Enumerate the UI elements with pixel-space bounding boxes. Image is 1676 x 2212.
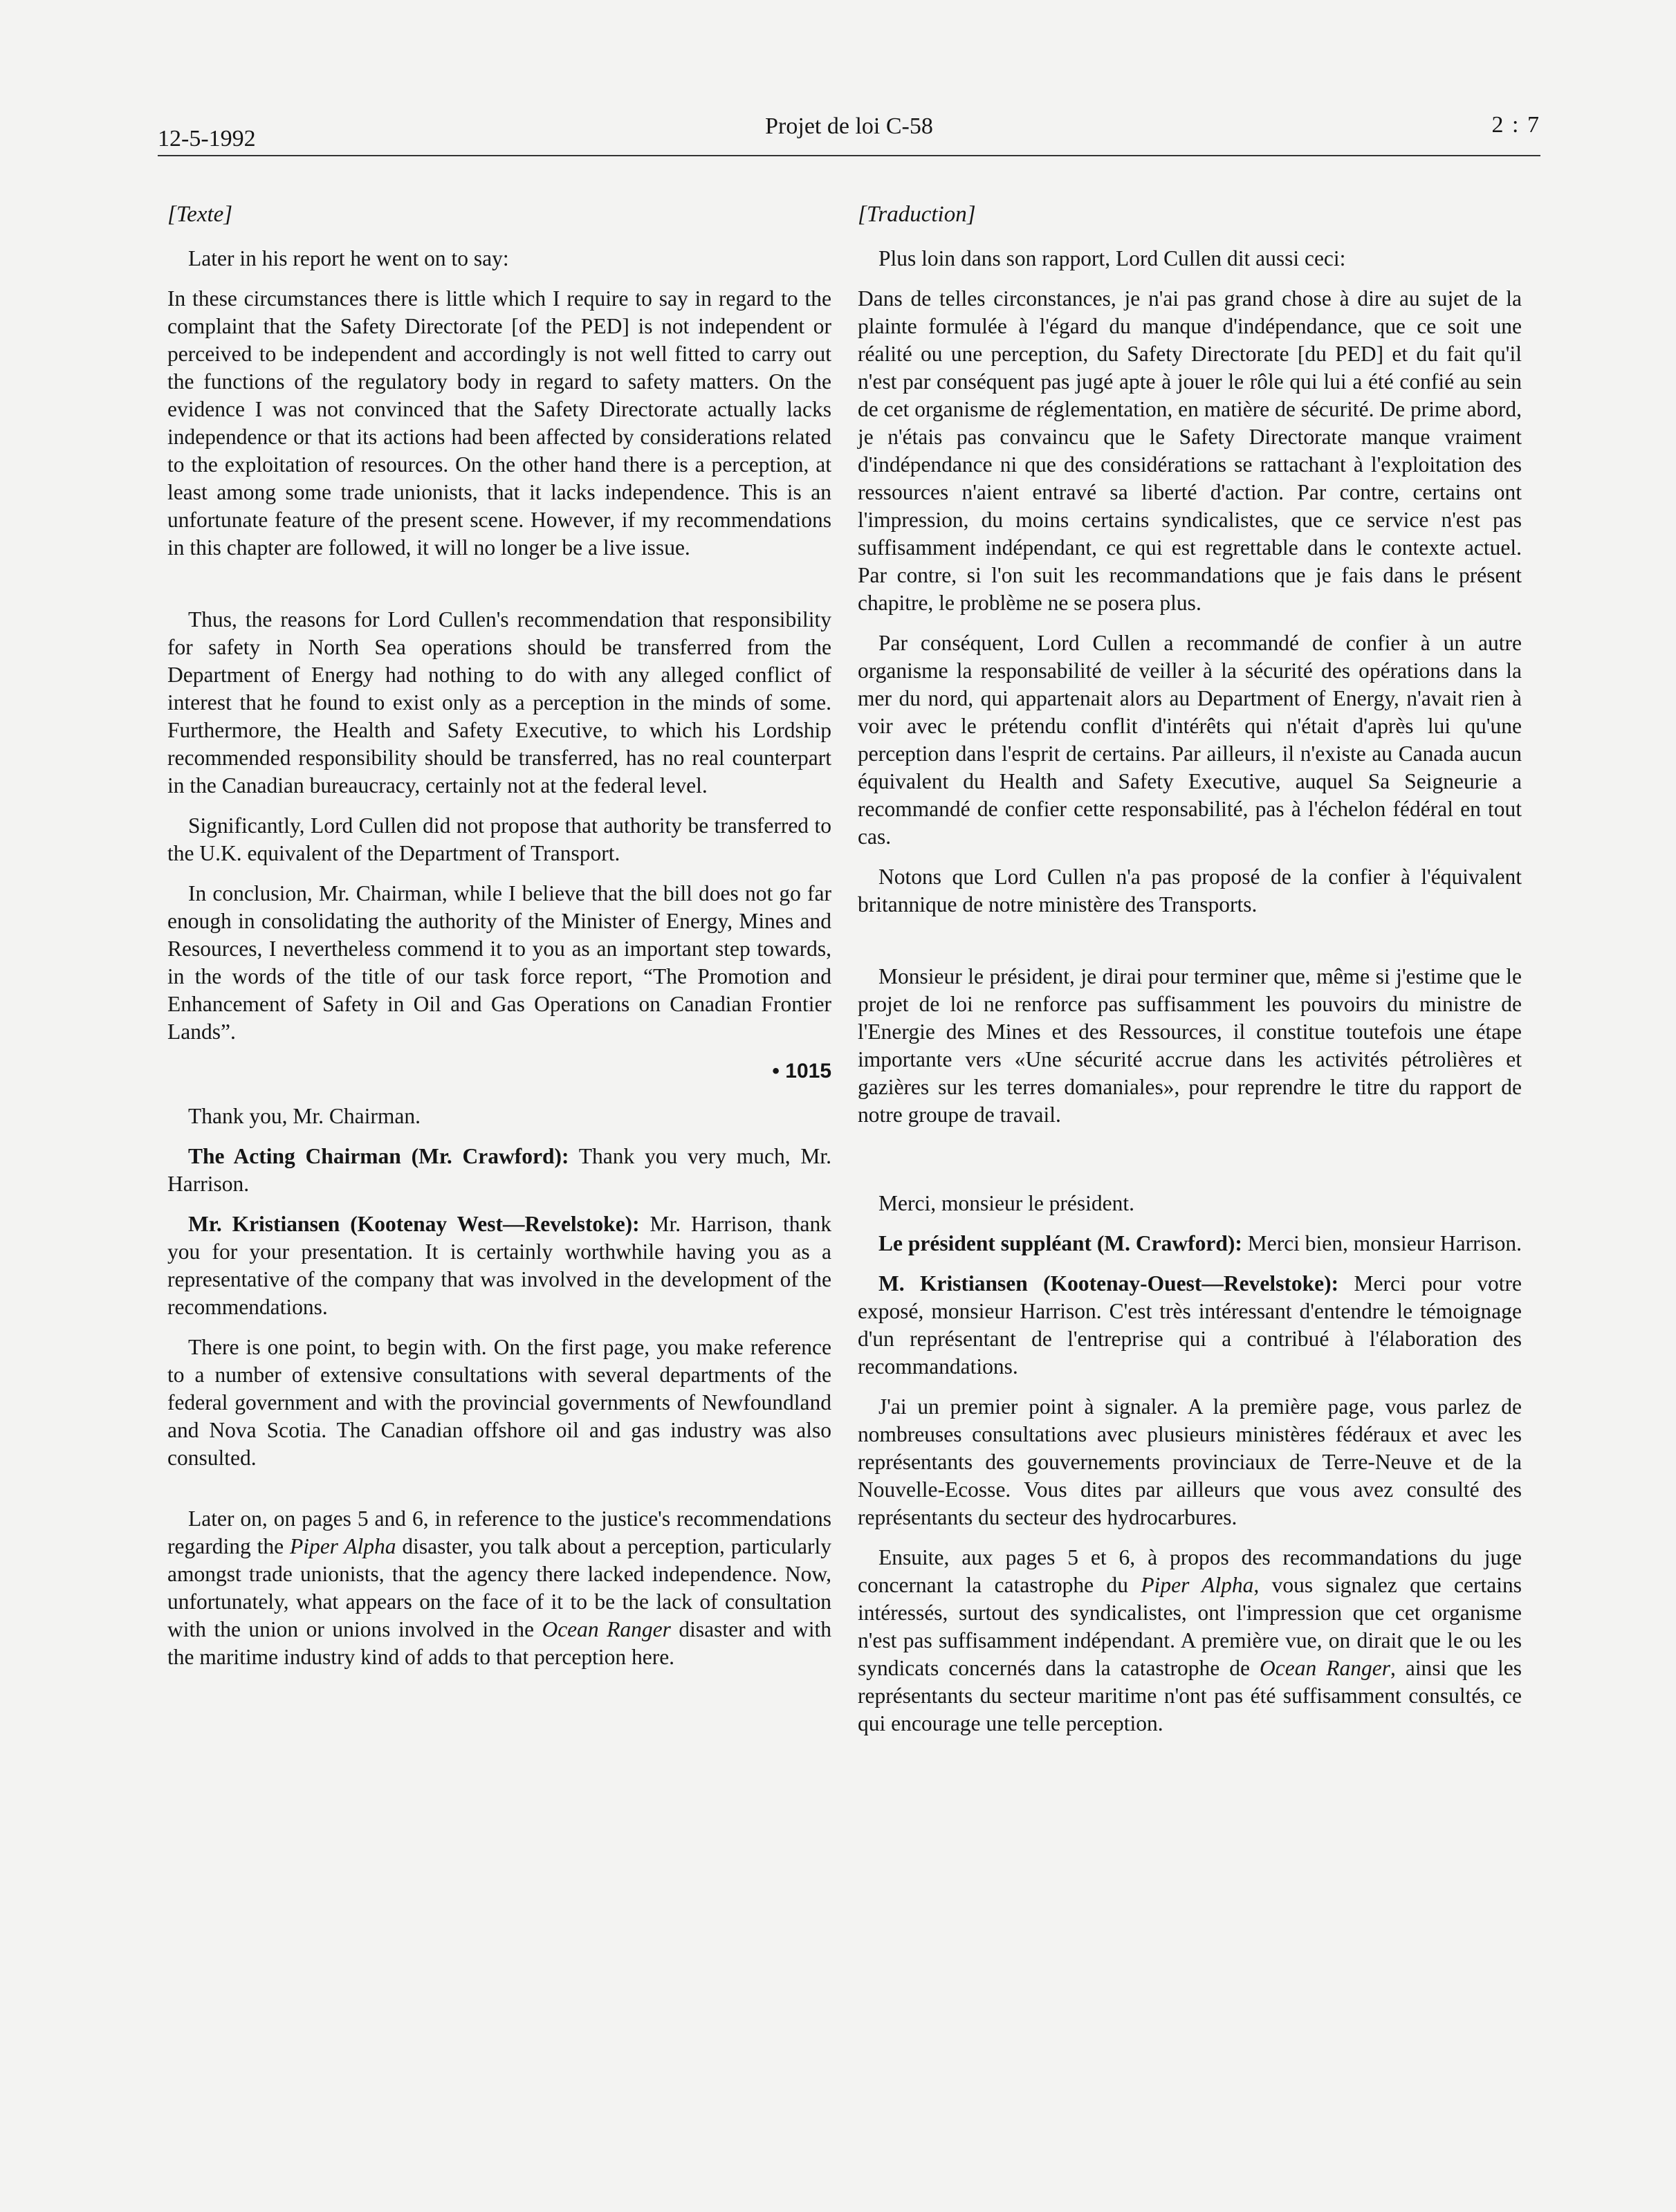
time-marker: • 1015 xyxy=(772,1059,831,1082)
speaker-name: Mr. Kristiansen (Kootenay West—Revelstoke): xyxy=(188,1212,640,1236)
text-run: Ensuite, aux pages 5 et 6, à propos des recommandations du juge concernant la catastrophe du xyxy=(858,1545,1522,1597)
speaker-paragraph xyxy=(858,1270,1522,1381)
quotation: Dans de telles circonstances, je n'ai pas grand chose à dire au sujet de la plainte formulée à l'égard du manque d'indépendance, que ce soit une réalité ou une perception, du Safety Directorate [du PED] et du fait qu'il n'est par conséquent pas jugé apte à jouer le rôle qui lui a été confié au sein de cet organisme de réglementation, en matière de sécurité. De prime abord, je n'étais pas convaincu que le Safety Directorate manque vraiment d'indépendance ni que des considérations se rattachant à l'exploitation des ressources n'aient entravé sa liberté d'action. Par contre, certains ont l'impression, du moins certains syndicalistes, que ce service n'est pas suffisamment indépendant, ce qui est regrettable dans le contexte actuel. Par contre, si l'on suit les recommandations que je fais dans le présent chapitre, le problème ne se posera plus. xyxy=(858,286,1522,615)
text-run: disaster and with the maritime industry kind of adds to that perception here. xyxy=(167,1617,831,1669)
page-header xyxy=(158,111,1540,159)
text-tag: [Texte] xyxy=(167,202,233,227)
speaker-name: M. Kristiansen (Kootenay-Ouest—Revelstoke): xyxy=(878,1271,1339,1296)
paragraph: There is one point, to begin with. On the first page, you make reference to a number of extensive consultations with several departments of the federal government and with the provincial governments of Newfoundland and Nova Scotia. The Canadian offshore oil and gas industry was also consulted. xyxy=(167,1335,831,1470)
paragraph: Plus loin dans son rapport, Lord Cullen dit aussi ceci: xyxy=(878,246,1346,270)
paragraph xyxy=(167,1505,831,1671)
italic-run: Ocean Ranger xyxy=(1260,1655,1391,1680)
header-title: Projet de loi C-58 xyxy=(765,113,933,139)
quotation: In these circumstances there is little which I require to say in regard to the complaint that the Safety Directorate [of the PED] is not independent or perceived to be independent and accordingly is not well fitted to carry out the functions of the regulatory body in regard to safety matters. On the evidence I was not convinced that the Safety Directorate actually lacks independence or that its actions had been affected by considerations related to the exploitation of resources. On the other hand there is a perception, at least among some trade unionists, that it lacks independence. This is an unfortunate feature of the present scene. However, if my recommendations in this chapter are followed, it will no longer be a live issue. xyxy=(167,286,831,560)
italic-run: Piper Alpha xyxy=(289,1534,396,1558)
paragraph: Thank you, Mr. Chairman. xyxy=(188,1104,421,1128)
header-page-number: 2 : 7 xyxy=(1491,112,1540,138)
paragraph: Thus, the reasons for Lord Cullen's recommendation that responsibility for safety in North Sea operations should be transferred from the Department of Energy had nothing to do with any alleged conflict of interest that he found to exist only as a perception in the minds of some. Furthermore, the Health and Safety Executive, to which his Lordship recommended responsibility should be transferred, has no real counterpart in the Canadian bureaucracy, certainly not at the federal level. xyxy=(167,607,831,798)
speech-text: Merci pour votre exposé, monsieur Harrison. C'est très intéressant d'entendre le témoignage d'un représentant de l'entreprise qui a contribué à l'élaboration des recommandations. xyxy=(858,1271,1522,1379)
header-rule xyxy=(158,155,1540,156)
speaker-paragraph xyxy=(858,1230,1522,1257)
speech-text: Merci bien, monsieur Harrison. xyxy=(1242,1231,1522,1255)
paragraph xyxy=(858,1544,1522,1738)
paragraph: In conclusion, Mr. Chairman, while I believe that the bill does not go far enough in consolidating the authority of the Minister of Energy, Mines and Resources, I nevertheless commend it to you as an important step towards, in the words of the title of our task force report, “The Promotion and Enhancement of Safety in Oil and Gas Operations on Canadian Frontier Lands”. xyxy=(167,881,831,1044)
paragraph: Notons que Lord Cullen n'a pas proposé de la confier à l'équivalent britannique de notre ministère des Transports. xyxy=(858,864,1522,916)
paragraph: J'ai un premier point à signaler. A la première page, vous parlez de nombreuses consultations avec plusieurs ministères fédéraux et avec les représentants des gouvernements provinciaux de Terre-Neuve et de la Nouvelle-Ecosse. Vous dites par ailleurs que vous avez consulté des représentants du secteur des hydrocarbures. xyxy=(858,1394,1522,1529)
text-run: Later on, on pages 5 and 6, in reference to the justice's recommendations regarding the xyxy=(167,1506,831,1558)
italic-run: Ocean Ranger xyxy=(542,1617,671,1641)
paragraph: Significantly, Lord Cullen did not propose that authority be transferred to the U.K. equivalent of the Department of Transport. xyxy=(167,813,831,865)
english-column xyxy=(167,201,831,1684)
speaker-paragraph xyxy=(167,1143,831,1198)
text-run: , ainsi que les représentants du secteur maritime n'ont pas été suffisamment consultés, ce qui encourage une telle perception. xyxy=(858,1655,1522,1735)
text-run: , vous signalez que certains intéressés, surtout des syndicalistes, ont l'impression que cet organisme n'est pas suffisamment indépendant. A première vue, on dirait que le ou les syndicats concernés dans la catastrophe de xyxy=(858,1572,1522,1680)
speaker-paragraph xyxy=(167,1210,831,1321)
translation-tag: [Traduction] xyxy=(858,202,976,227)
speech-text: Thank you very much, Mr. Harrison. xyxy=(167,1144,832,1196)
paragraph: Merci, monsieur le président. xyxy=(878,1190,1135,1215)
text-run: disaster, you talk about a perception, particularly amongst trade unionists, that the agency there lacked independence. Now, unfortunately, what appears on the face of it to be the lack of consultation with the union or unions involved in the xyxy=(167,1534,831,1641)
speaker-name: The Acting Chairman (Mr. Crawford): xyxy=(188,1144,569,1168)
paragraph: Par conséquent, Lord Cullen a recommandé de confier à un autre organisme la responsabilité de veiller à la sécurité des opérations dans la mer du nord, qui appartenait alors au Department of Energy, n'avait rien à voir avec le prétendu conflit d'intérêts qui n'était d'après lui qu'une perception dans l'esprit de certains. Par ailleurs, il n'existe au Canada aucun équivalent du Health and Safety Executive, auquel Sa Seigneurie a recommandé de confier cette responsabilité, pas à l'échelon fédéral en tout cas. xyxy=(858,630,1522,849)
paragraph: Monsieur le président, je dirai pour terminer que, même si j'estime que le projet de loi ne renforce pas suffisamment les pouvoirs du ministre de l'Energie des Mines et des Ressources, il constitue toutefois une étape importante vers «Une sécurité accrue dans les activités pétrolières et gazières sur les terres domaniales», pour reprendre le titre du rapport de notre groupe de travail. xyxy=(858,964,1522,1127)
french-column xyxy=(858,201,1522,1750)
speaker-name: Le président suppléant (M. Crawford): xyxy=(878,1231,1242,1255)
speech-text: Mr. Harrison, thank you for your presentation. It is certainly worthwhile having you as a representative of the company that was involved in the development of the recommendations. xyxy=(167,1212,831,1319)
paragraph: Later in his report he went on to say: xyxy=(188,246,509,270)
italic-run: Piper Alpha xyxy=(1141,1572,1254,1597)
header-date: 12-5-1992 xyxy=(158,126,256,151)
